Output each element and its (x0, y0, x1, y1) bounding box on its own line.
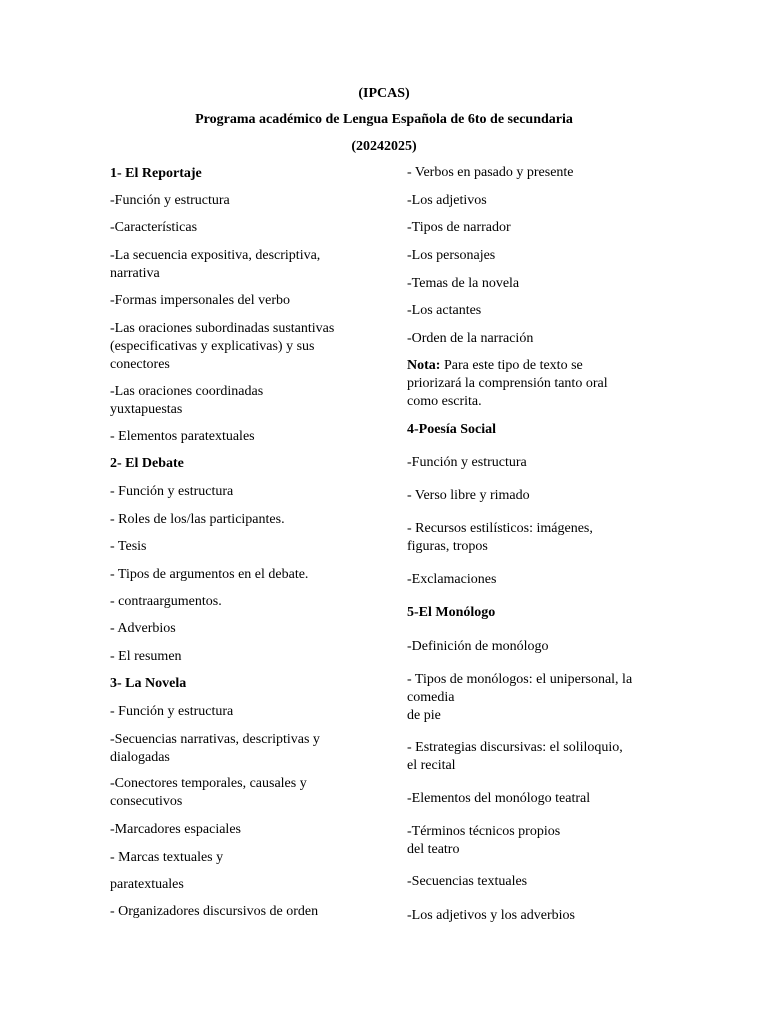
item-text: 5-El Monólogo (407, 605, 496, 620)
list-item (407, 487, 530, 505)
list-item (407, 302, 481, 320)
item-text-continuation: el recital (407, 758, 456, 773)
item-text: - Función y estructura (110, 484, 234, 499)
item-text: paratextuales (110, 877, 184, 892)
item-text-continuation: consecutivos (110, 794, 183, 809)
item-text: -Marcadores espaciales (110, 822, 241, 837)
item-text-continuation: conectores (110, 357, 170, 372)
list-item (407, 164, 574, 182)
list-item (407, 671, 632, 725)
item-text: -Formas impersonales del verbo (110, 293, 291, 308)
list-item (110, 903, 318, 921)
item-text-continuation: yuxtapuestas (110, 402, 183, 417)
section-heading (110, 455, 184, 473)
list-item (110, 775, 307, 811)
item-text-continuation: comedia (407, 690, 455, 705)
list-item (407, 638, 549, 656)
list-item (110, 620, 176, 638)
section-heading (110, 675, 186, 693)
item-text: -Términos técnicos propios (407, 824, 561, 839)
item-text-continuation: del teatro (407, 842, 460, 857)
list-item (110, 593, 222, 611)
list-item (110, 192, 230, 210)
list-item (110, 511, 285, 529)
item-text: - Estrategias discursivas: el soliloquio, (407, 740, 623, 755)
list-item (407, 739, 623, 775)
item-text: -Secuencias narrativas, descriptivas y (110, 732, 320, 747)
item-text: -Secuencias textuales (407, 874, 528, 889)
item-text: -Los adjetivos (407, 193, 487, 208)
item-text: -Temas de la novela (407, 276, 520, 291)
item-text: -Las oraciones coordinadas (110, 384, 264, 399)
item-text: - Verso libre y rimado (407, 488, 530, 503)
item-text: - Adverbios (110, 621, 176, 636)
list-item (110, 219, 197, 237)
list-item (110, 538, 146, 556)
list-item (110, 428, 255, 446)
item-text: -Conectores temporales, causales y (110, 776, 307, 791)
list-item (407, 275, 519, 293)
list-item (110, 247, 320, 283)
item-text: -Los actantes (407, 303, 482, 318)
list-item (407, 823, 560, 859)
item-text-continuation: priorizará la comprensión tanto oral (407, 376, 608, 391)
list-item (407, 330, 533, 348)
item-text: -Características (110, 220, 198, 235)
item-text-continuation: narrativa (110, 266, 160, 281)
item-text: -La secuencia expositiva, descriptiva, (110, 248, 321, 263)
item-text: -Las oraciones subordinadas sustantivas (110, 321, 335, 336)
item-text: -Orden de la narración (407, 331, 534, 346)
item-text: - Tipos de monólogos: el unipersonal, la (407, 672, 633, 687)
item-text: - Verbos en pasado y presente (407, 165, 574, 180)
note-text: Para este tipo de texto se (440, 358, 583, 373)
list-item (407, 247, 495, 265)
item-text: - Organizadores discursivos de orden (110, 904, 319, 919)
note-label: Nota: (407, 358, 441, 373)
list-item (407, 790, 590, 808)
school-year: (20242025) (351, 139, 417, 154)
item-text: - Recursos estilísticos: imágenes, (407, 521, 593, 536)
list-item (110, 648, 182, 666)
list-item (407, 357, 608, 411)
item-text: -Función y estructura (407, 455, 527, 470)
document-title: Programa académico de Lengua Española de 6to de secundaria (195, 112, 573, 127)
item-text: -Los adjetivos y los adverbios (407, 908, 575, 923)
list-item (110, 566, 308, 584)
item-text-continuation: de pie (407, 708, 441, 723)
list-item (110, 320, 334, 374)
item-text-continuation: dialogadas (110, 750, 170, 765)
item-text: -Los personajes (407, 248, 496, 263)
item-text: - Función y estructura (110, 704, 234, 719)
item-text: -Exclamaciones (407, 572, 497, 587)
list-item (407, 454, 527, 472)
item-text: -Definición de monólogo (407, 639, 549, 654)
list-item (110, 292, 290, 310)
list-item (110, 383, 263, 419)
list-item (110, 849, 223, 867)
item-text: 4-Poesía Social (407, 422, 497, 437)
list-item (407, 520, 593, 556)
item-text-continuation: (especificativas y explicativas) y sus (110, 339, 315, 354)
list-item (110, 703, 233, 721)
list-item (110, 483, 233, 501)
list-item (407, 219, 511, 237)
item-text: - Tesis (110, 539, 147, 554)
item-text-continuation: figuras, tropos (407, 539, 488, 554)
list-item (110, 731, 320, 767)
section-heading (110, 165, 202, 183)
item-text: - Marcas textuales y (110, 850, 224, 865)
item-text: - contraargumentos. (110, 594, 222, 609)
item-text: 1- El Reportaje (110, 166, 202, 181)
item-text: 2- El Debate (110, 456, 184, 471)
item-text: 3- La Novela (110, 676, 187, 691)
item-text: - Elementos paratextuales (110, 429, 255, 444)
item-text: - El resumen (110, 649, 182, 664)
item-text: - Tipos de argumentos en el debate. (110, 567, 309, 582)
item-text: -Tipos de narrador (407, 220, 511, 235)
item-text-continuation: como escrita. (407, 394, 482, 409)
list-item (407, 571, 496, 589)
item-text: - Roles de los/las participantes. (110, 512, 285, 527)
section-heading (407, 604, 495, 622)
list-item (407, 192, 487, 210)
list-item (407, 873, 527, 891)
list-item (110, 876, 184, 894)
section-heading (407, 421, 496, 439)
org-name: (IPCAS) (358, 86, 410, 101)
item-text: -Elementos del monólogo teatral (407, 791, 591, 806)
item-text: -Función y estructura (110, 193, 230, 208)
list-item (407, 907, 575, 925)
list-item (110, 821, 241, 839)
